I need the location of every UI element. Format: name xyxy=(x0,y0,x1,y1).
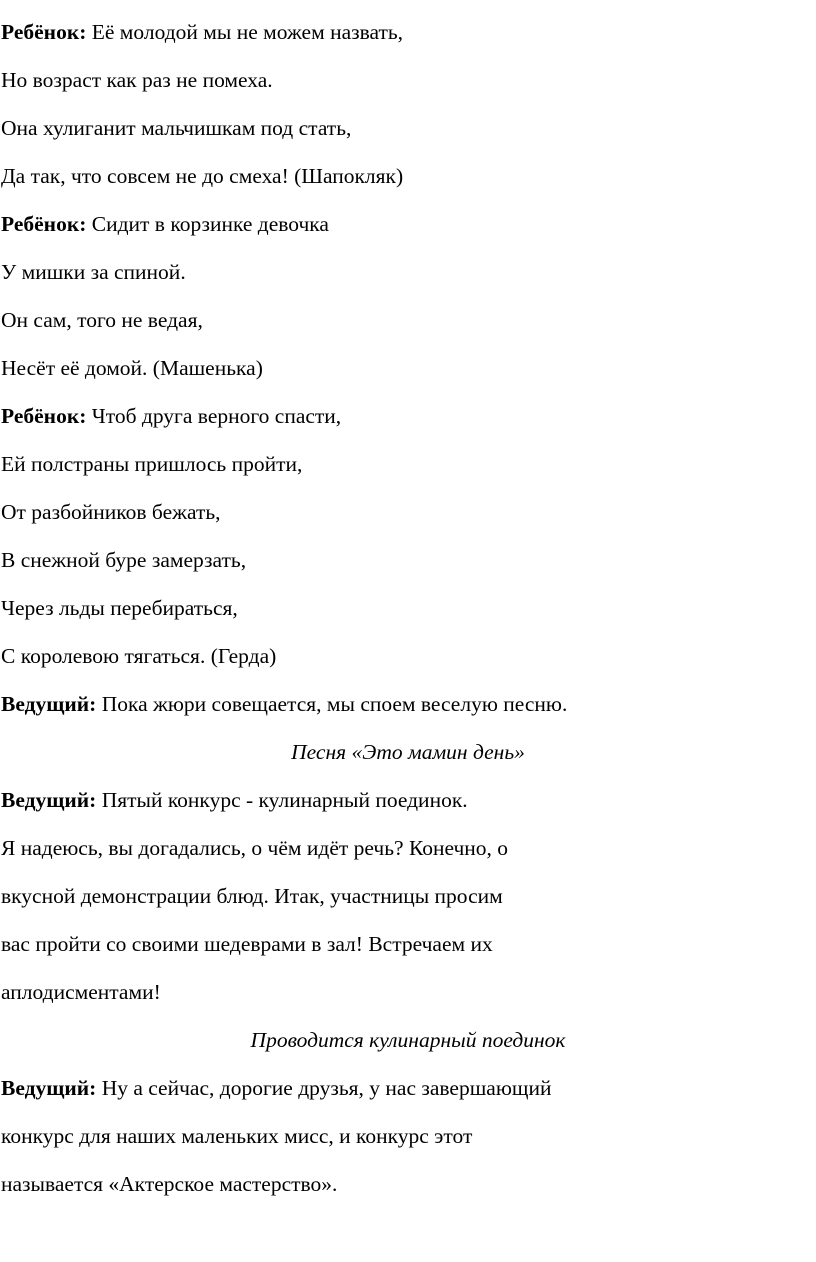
script-line xyxy=(0,590,816,638)
line-text: называется «Актерское мастерство». xyxy=(1,1172,338,1196)
script-line xyxy=(0,1166,816,1214)
line-text: Несёт её домой. (Машенька) xyxy=(1,356,263,380)
line-text: Я надеюсь, вы догадались, о чём идёт речь? Конечно, о xyxy=(1,836,509,860)
script-line xyxy=(0,110,816,158)
line-text: конкурс для наших маленьких мисс, и конкурс этот xyxy=(1,1124,473,1148)
script-line xyxy=(0,974,816,1022)
line-text: От разбойников бежать, xyxy=(1,500,221,524)
script-line xyxy=(0,782,816,830)
line-text: Ну а сейчас, дорогие друзья, у нас завершающий xyxy=(96,1076,552,1100)
line-text: Да так, что совсем не до смеха! (Шапокляк) xyxy=(1,164,404,188)
script-line xyxy=(0,878,816,926)
line-text: Но возраст как раз не помеха. xyxy=(1,68,273,92)
speaker-label: Ребёнок: xyxy=(1,404,87,428)
script-line xyxy=(0,926,816,974)
line-text: Пятый конкурс - кулинарный поединок. xyxy=(96,788,468,812)
line-text: Он сам, того не ведая, xyxy=(1,308,203,332)
script-line xyxy=(0,350,816,398)
line-text: Сидит в корзинке девочка xyxy=(86,212,329,236)
line-text: Пока жюри совещается, мы споем веселую песню. xyxy=(96,692,568,716)
line-text: Её молодой мы не можем назвать, xyxy=(86,20,404,44)
speaker-label: Ребёнок: xyxy=(1,20,87,44)
speaker-label: Ребёнок: xyxy=(1,212,87,236)
script-line xyxy=(0,1070,816,1118)
script-line xyxy=(0,302,816,350)
script-line xyxy=(0,1118,816,1166)
speaker-label: Ведущий: xyxy=(1,692,97,716)
script-line xyxy=(0,158,816,206)
script-line xyxy=(0,206,816,254)
line-text: Через льды перебираться, xyxy=(1,596,238,620)
script-line xyxy=(0,14,816,62)
script-line xyxy=(0,446,816,494)
document-page xyxy=(0,14,816,1214)
line-text: В снежной буре замерзать, xyxy=(1,548,247,572)
line-text: У мишки за спиной. xyxy=(1,260,186,284)
stage-direction xyxy=(0,734,816,782)
script-line xyxy=(0,494,816,542)
line-text: вас пройти со своими шедеврами в зал! Встречаем их xyxy=(1,932,493,956)
line-text: вкусной демонстрации блюд. Итак, участницы просим xyxy=(1,884,503,908)
line-text: С королевою тягаться. (Герда) xyxy=(1,644,277,668)
script-line xyxy=(0,62,816,110)
stage-direction-text: Песня «Это мамин день» xyxy=(291,740,525,764)
script-line xyxy=(0,398,816,446)
script-line xyxy=(0,542,816,590)
line-text: Она хулиганит мальчишкам под стать, xyxy=(1,116,352,140)
speaker-label: Ведущий: xyxy=(1,788,97,812)
line-text: Ей полстраны пришлось пройти, xyxy=(1,452,303,476)
script-line xyxy=(0,638,816,686)
speaker-label: Ведущий: xyxy=(1,1076,97,1100)
stage-direction-text: Проводится кулинарный поединок xyxy=(250,1028,566,1052)
script-line xyxy=(0,254,816,302)
script-line xyxy=(0,830,816,878)
script-line xyxy=(0,686,816,734)
stage-direction xyxy=(0,1022,816,1070)
line-text: аплодисментами! xyxy=(1,980,161,1004)
line-text: Чтоб друга верного спасти, xyxy=(86,404,342,428)
